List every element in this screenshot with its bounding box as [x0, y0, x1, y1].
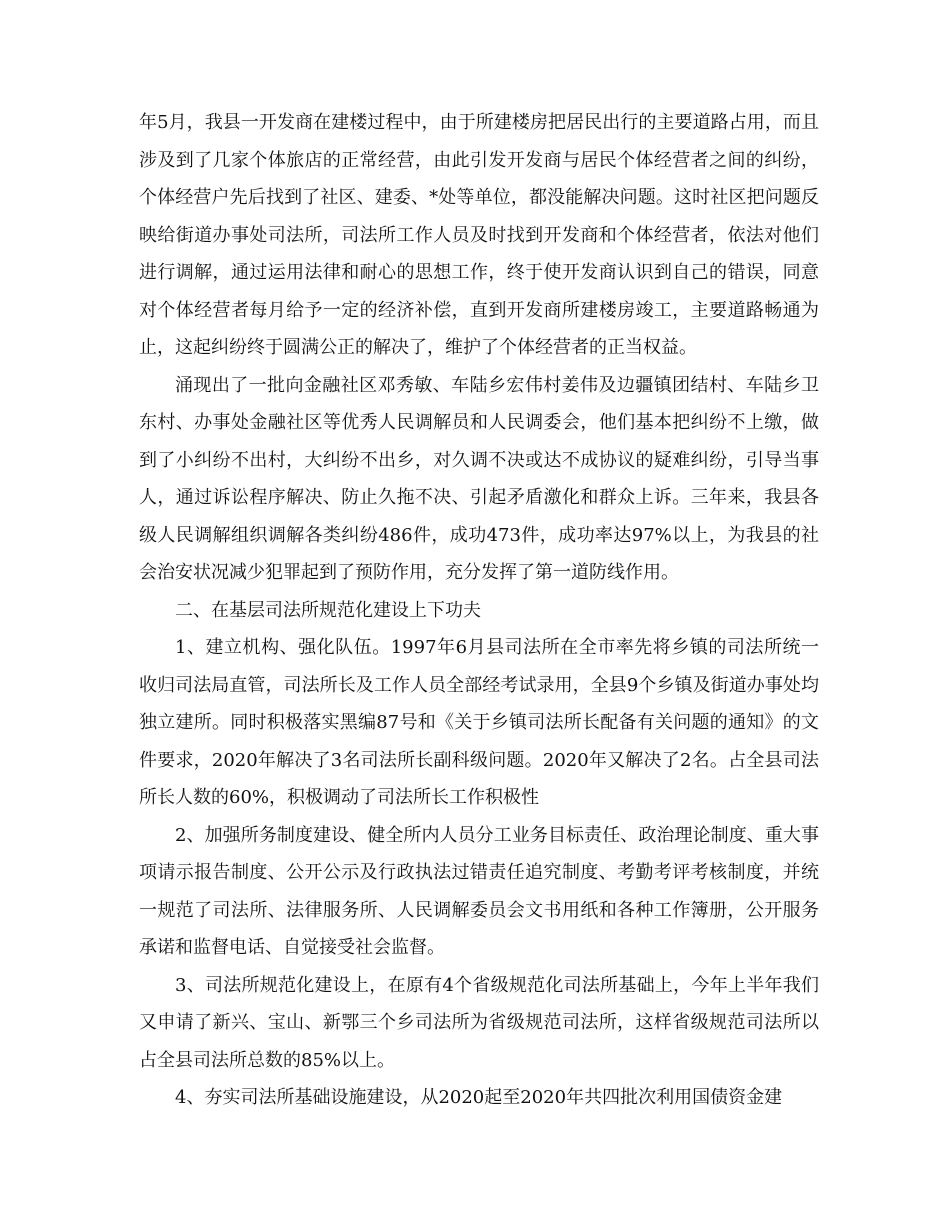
paragraph: 3、司法所规范化建设上，在原有4个省级规范化司法所基础上，今年上半年我们又申请了新兴、宝山、新鄂三个乡司法所为省级规范司法所，这样省级规范司法所以占全县司法所总数的85%以上。: [139, 974, 819, 1071]
document-body: [139, 104, 819, 1117]
paragraph: 2、加强所务制度建设、健全所内人员分工业务目标责任、政治理论制度、重大事项请示报告制度、公开公示及行政执法过错责任追究制度、考勤考评考核制度，并统一规范了司法所、法律服务所、人民调解委员会文书用纸和各种工作簿册，公开服务承诺和监督电话、自觉接受社会监督。: [139, 824, 819, 958]
paragraph: 年5月，我县一开发商在建楼过程中，由于所建楼房把居民出行的主要道路占用，而且涉及到了几家个体旅店的正常经营，由此引发开发商与居民个体经营者之间的纠纷，个体经营户先后找到了社区、建委、*处等单位，都没能解决问题。这时社区把问题反映给街道办事处司法所，司法所工作人员及时找到开发商和个体经营者，依法对他们进行调解，通过运用法律和耐心的思想工作，终于使开发商认识到自己的错误，同意对个体经营者每月给予一定的经济补偿，直到开发商所建楼房竣工，主要道路畅通为止，这起纠纷终于圆满公正的解决了，维护了个体经营者的正当权益。: [139, 112, 819, 358]
paragraph: 涌现出了一批向金融社区邓秀敏、车陆乡宏伟村姜伟及边疆镇团结村、车陆乡卫东村、办事处金融社区等优秀人民调解员和人民调委会，他们基本把纠纷不上缴，做到了小纠纷不出村，大纠纷不出乡，对久调不决或达不成协议的疑难纠纷，引导当事人，通过诉讼程序解决、防止久拖不决、引起矛盾激化和群众上诉。三年来，我县各级人民调解组织调解各类纠纷486件，成功473件，成功率达97%以上，为我县的社会治安状况减少犯罪起到了预防作用，充分发挥了第一道防线作用。: [139, 374, 819, 583]
paragraph: 4、夯实司法所基础设施建设，从2020起至2020年共四批次利用国债资金建: [175, 1087, 783, 1108]
paragraph: 1、建立机构、强化队伍。1997年6月县司法所在全市率先将乡镇的司法所统一收归司法局直管，司法所长及工作人员全部经考试录用，全县9个乡镇及街道办事处均独立建所。同时积极落实黑编87号和《关于乡镇司法所长配备有关问题的通知》的文件要求，2020年解决了3名司法所长副科级问题。2020年又解决了2名。占全县司法所长人数的60%，积极调动了司法所长工作积极性: [139, 637, 819, 808]
section-heading: 二、在基层司法所规范化建设上下功夫: [175, 599, 481, 621]
